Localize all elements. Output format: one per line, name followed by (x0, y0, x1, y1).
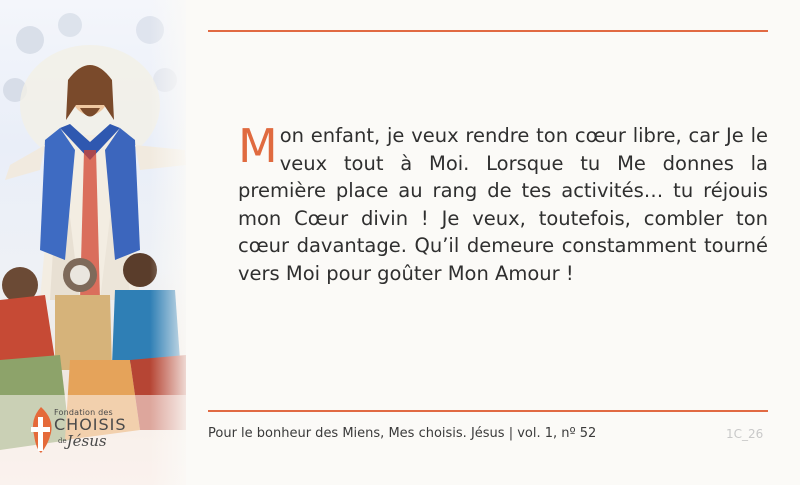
cross-flame-icon (26, 405, 56, 455)
top-divider (208, 30, 768, 32)
quote-text (238, 119, 768, 287)
quote-body: on enfant, je veux rendre ton cœur libre, car Je le veux tout à Moi. Lorsque tu Me donnes la première place au rang de tes activités… tu réjouis mon Cœur divin ! Je veux, toutefois, combler ton cœur davantage. Qu’il demeure constamment tourné vers Moi pour goûter Mon Amour ! (238, 124, 768, 285)
bottom-divider (208, 410, 768, 412)
quote-dropcap: M (238, 119, 278, 173)
logo-text (54, 408, 127, 449)
logo-line1: Fondation des (54, 408, 113, 417)
logo-line3 (54, 433, 127, 449)
card-code: 1C_26 (726, 427, 764, 441)
logo-line2: CHOISIS (54, 415, 127, 434)
source-citation: Pour le bonheur des Miens, Mes choisis. Jésus | vol. 1, nº 52 (208, 426, 597, 441)
logo-small: de (58, 437, 67, 445)
logo-jesus: Jésus (66, 432, 107, 450)
